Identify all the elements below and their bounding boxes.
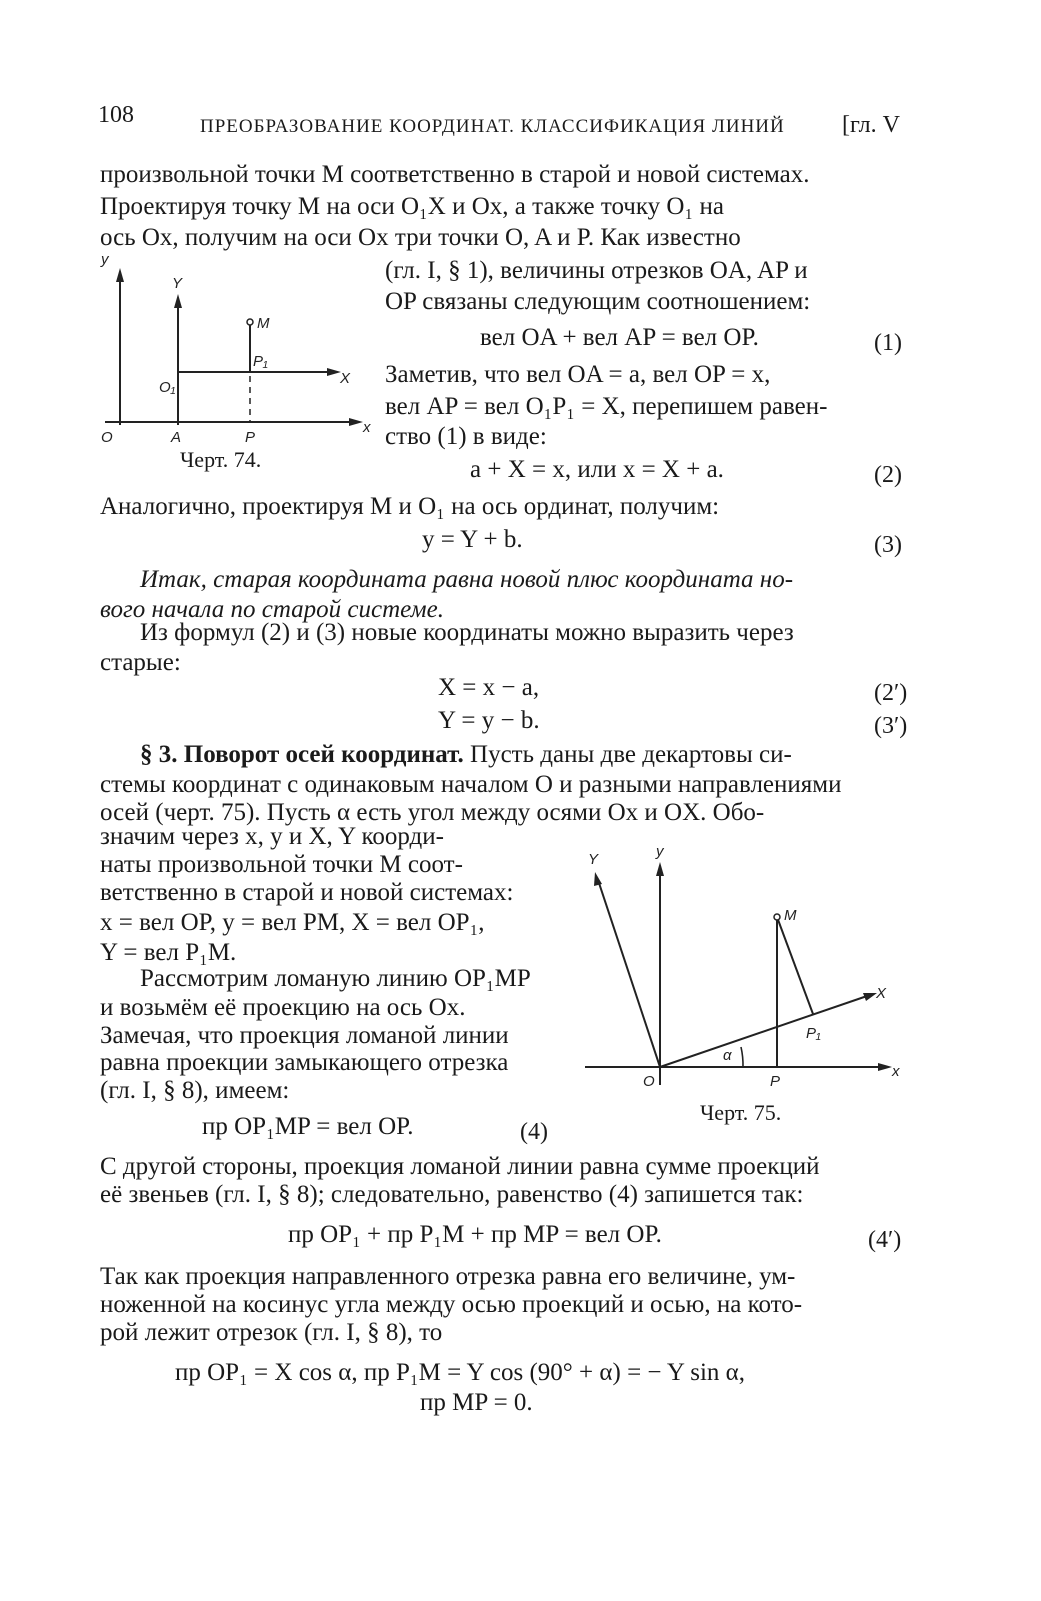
section-3-line2: стемы координат с одинаковым началом O и разными направлениями: [100, 771, 842, 798]
section-3-line1: Пусть даны две декартовы си-: [470, 741, 792, 768]
equation-4-prime-number: (4′): [868, 1227, 902, 1253]
fig74-label-A: A: [171, 429, 182, 446]
para1-line1: произвольной точки M соответственно в старой и новой системах.: [100, 161, 810, 188]
fig74-label-x: x: [363, 419, 371, 436]
equation-5-line1: пр OP₁ = X cos α, пр P₁M = Y cos (90° + α) = − Y sin α,: [175, 1359, 745, 1386]
para4-line1: Из формул (2) и (3) новые координаты можно выразить через: [140, 619, 794, 646]
fig74-label-O1: O₁: [159, 379, 176, 396]
para8-line2: ноженной на косинус угла между осью проекций и осью, на кото-: [100, 1291, 803, 1318]
equation-3-prime-number: (3′): [874, 713, 908, 739]
fig75-label-P1: P₁: [806, 1025, 821, 1042]
para6-line3: Замечая, что проекция ломаной линии: [100, 1022, 509, 1049]
fig74-label-X: X: [340, 370, 351, 387]
para6-line2: и возьмём её проекцию на ось Ox.: [100, 994, 466, 1021]
section-3-first-line: [140, 740, 792, 770]
figure-74-caption: Черт. 74.: [180, 447, 262, 472]
equation-2: a + X = x, или x = X + a.: [470, 456, 724, 483]
chapter-marker: [гл. V: [842, 112, 900, 138]
fig74-label-y: y: [101, 251, 109, 268]
figure-74: [95, 250, 375, 475]
fig74-label-Y: Y: [172, 275, 183, 292]
para5-line2: наты произвольной точки M соот-: [100, 851, 463, 878]
equation-5-line2: пр MP = 0.: [420, 1389, 533, 1416]
fig75-label-P: P: [770, 1073, 781, 1090]
para3: Аналогично, проектируя M и O₁ на ось ординат, получим:: [100, 493, 720, 520]
fig74-label-O: O: [101, 429, 113, 446]
para1-line3: ось Ox, получим на оси Ox три точки O, A и P. Как известно: [100, 224, 741, 251]
equation-3: y = Y + b.: [422, 526, 523, 553]
equation-3-number: (3): [874, 532, 902, 558]
para6-line4: равна проекции замыкающего отрезка: [100, 1049, 509, 1076]
para8-line3: рой лежит отрезок (гл. I, § 8), то: [100, 1319, 443, 1346]
para2-line2: вел AP = вел O₁P₁ = X, перепишем равен-: [385, 393, 828, 420]
para1-line2: Проектируя точку M на оси O₁X и Ox, а также точку O₁ на: [100, 193, 724, 220]
equation-4-prime: пр OP₁ + пр P₁M + пр MP = вел OP.: [288, 1221, 662, 1248]
para7-line2: её звеньев (гл. I, § 8); следовательно, равенство (4) запишется так:: [100, 1181, 804, 1208]
fig75-label-X: X: [876, 985, 887, 1002]
equation-2-prime: X = x − a,: [438, 674, 540, 701]
conclusion-line2: вого начала по старой системе.: [100, 596, 444, 623]
equation-4: пр OP₁MP = вел OP.: [202, 1113, 414, 1140]
para2-line1: Заметив, что вел OA = a, вел OP = x,: [385, 361, 771, 388]
conclusion-line1: Итак, старая координата равна новой плюс координата но-: [140, 566, 794, 593]
fig75-label-M: M: [784, 907, 797, 924]
equation-2-prime-number: (2′): [874, 680, 908, 706]
para6-line5: (гл. I, § 8), имеем:: [100, 1077, 290, 1104]
fig74-label-P1: P₁: [253, 353, 268, 370]
para4-line2: старые:: [100, 649, 181, 676]
fig74-label-P: P: [245, 429, 256, 446]
para1-right-line2: OP связаны следующим соотношением:: [385, 288, 811, 315]
para2-line3: ство (1) в виде:: [385, 423, 547, 450]
para5-line3: ветственно в старой и новой системах:: [100, 879, 514, 906]
figure-75-caption: Черт. 75.: [700, 1100, 782, 1125]
para1-right-line1: (гл. I, § 1), величины отрезков OA, AP и: [385, 257, 808, 284]
para7-line1: С другой стороны, проекция ломаной линии равна сумме проекций: [100, 1153, 820, 1180]
fig75-label-O: O: [643, 1073, 655, 1090]
equation-1-number: (1): [874, 330, 902, 356]
para5-line4: x = вел OP, y = вел PM, X = вел OP₁,: [100, 909, 485, 936]
section-3-title: § 3. Поворот осей координат.: [140, 741, 464, 768]
section-3-line3: осей (черт. 75). Пусть α есть угол между осями Ox и OX. Обо-: [100, 799, 765, 826]
para6-line1: Рассмотрим ломаную линию OP₁MP: [140, 965, 531, 992]
equation-2-number: (2): [874, 462, 902, 488]
fig75-label-alpha: α: [723, 1047, 732, 1064]
page-number: 108: [98, 102, 134, 128]
para8-line1: Так как проекция направленного отрезка равна его величине, ум-: [100, 1263, 796, 1290]
equation-4-number: (4): [520, 1119, 548, 1145]
equation-1: вел OA + вел AP = вел OP.: [480, 324, 759, 351]
fig75-label-Y: Y: [588, 851, 599, 868]
running-title: ПРЕОБРАЗОВАНИЕ КООРДИНАТ. КЛАССИФИКАЦИЯ ЛИНИЙ: [200, 116, 785, 137]
figure-75: [580, 840, 910, 1095]
equation-3-prime: Y = y − b.: [438, 707, 540, 734]
fig75-label-x: x: [892, 1063, 900, 1080]
para5-line1: значим через x, y и X, Y коорди-: [100, 823, 444, 850]
fig74-label-M: M: [257, 315, 270, 332]
para5-line5: Y = вел P₁M.: [100, 939, 237, 966]
fig75-label-y: y: [656, 843, 664, 860]
